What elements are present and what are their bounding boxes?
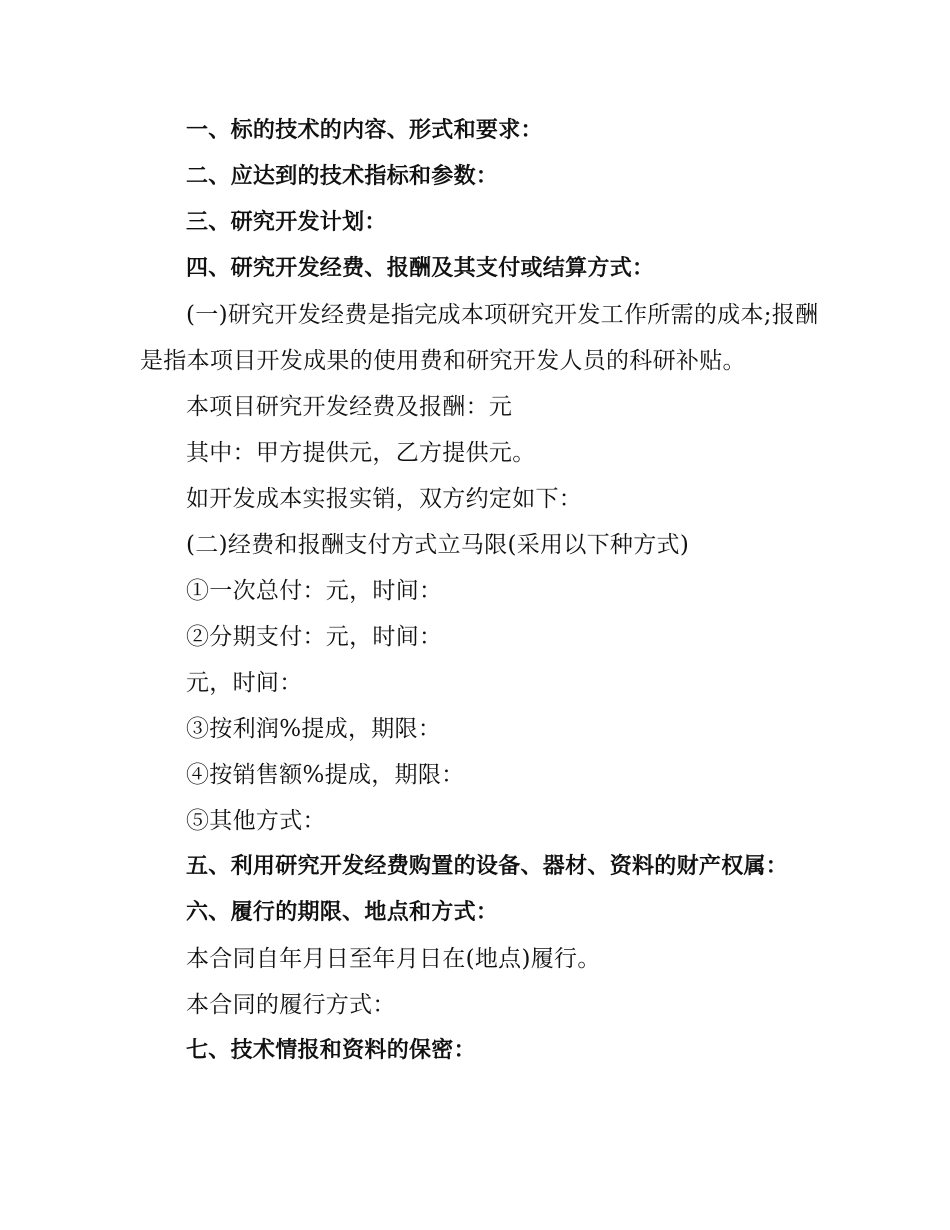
section-heading-5: 五、利用研究开发经费购置的设备、器材、资料的财产权属： — [186, 854, 789, 879]
payment-option-4: ④按销售额%提成，期限： — [186, 762, 465, 788]
payment-option-5: ⑤其他方式： — [186, 808, 326, 834]
body-paragraph: (二)经费和报酬支付方式立马限(采用以下种方式) — [186, 532, 690, 558]
section-heading-6: 六、履行的期限、地点和方式： — [186, 900, 499, 925]
payment-option-2: ②分期支付：元，时间： — [186, 624, 443, 650]
body-paragraph: 本合同自年月日至年月日在(地点)履行。 — [186, 946, 601, 972]
body-paragraph: 本项目研究开发经费及报酬：元 — [186, 394, 513, 420]
section-heading-3: 三、研究开发计划： — [186, 210, 387, 235]
section-heading-4: 四、研究开发经费、报酬及其支付或结算方式： — [186, 256, 655, 281]
payment-option-1: ①一次总付：元，时间： — [186, 578, 443, 604]
section-heading-1: 一、标的技术的内容、形式和要求： — [186, 118, 543, 143]
payment-option-3: ③按利润%提成，期限： — [186, 716, 442, 742]
section-heading-2: 二、应达到的技术指标和参数： — [186, 164, 499, 189]
body-paragraph: 本合同的履行方式： — [186, 992, 396, 1018]
document-body — [140, 108, 830, 1074]
body-paragraph: 其中：甲方提供元，乙方提供元。 — [186, 440, 536, 466]
section-heading-7: 七、技术情报和资料的保密： — [186, 1038, 476, 1063]
payment-option-2-continued: 元，时间： — [186, 670, 303, 696]
body-paragraph: 如开发成本实报实销，双方约定如下： — [186, 486, 583, 512]
body-paragraph: (一)研究开发经费是指完成本项研究开发工作所需的成本;报酬是指本项目开发成果的使用费和研究开发人员的科研补贴。 — [140, 302, 819, 374]
